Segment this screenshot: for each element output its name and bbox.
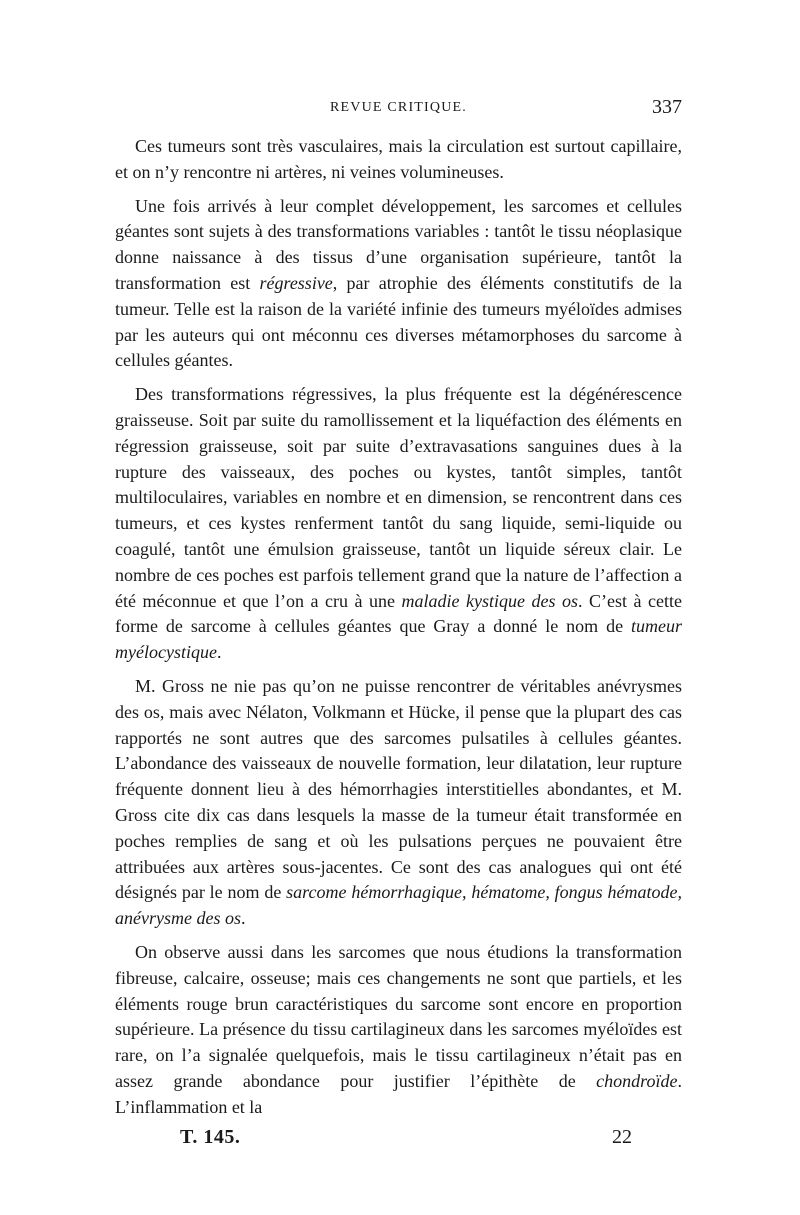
- text-run: Des transformations régressives, la plus fréquente est la dégénérescence graisseuse. Soit par suite du ramollissement et la liquéfaction des éléments en régression graisseuse, soit par suite d’extravasations sanguines dues à la rupture des vaisseaux, des poches ou kystes, tantôt simples, tantôt multiloculaires, variables en nombre et en dimension, se rencontrent dans ces tumeurs, et ces kystes renferment tantôt du sang liquide, semi-liquide ou coagulé, tantôt une émulsion graisseuse, tantôt un liquide séreux clair. Le nombre de ces poches est parfois tellement grand que la nature de l’affection a été méconnue et que l’on a cru à une: [115, 384, 682, 611]
- paragraph: [115, 674, 682, 932]
- text-run: M. Gross ne nie pas qu’on ne puisse rencontrer de véritables anévrysmes des os, mais avec Nélaton, Volkmann et Hücke, il pense que la plupart des cas rapportés ne sont autres que des sarcomes pulsatiles à cellules géantes. L’abondance des vaisseaux de nouvelle formation, leur dilatation, leur rupture fréquente donnent lieu à des hémorrhagies interstitielles abondantes, et M. Gross cite dix cas dans lesquels la masse de la tumeur était transformée en poches remplies de sang et où les pulsations perçues ne pouvaient être attribuées aux artères sous-jacentes. Ce sont des cas analogues qui ont été désignés par le nom de: [115, 675, 682, 903]
- paragraph: [115, 134, 682, 186]
- text-run: .: [216, 642, 222, 663]
- italic-term: sarcome hémorrhagique, hématome, fongus hématode, anévrysme des os: [115, 882, 682, 929]
- text-run: , par atrophie des éléments constitutifs de la tumeur. Telle est la raison de la variété infinie des tumeurs myéloïdes admises par les auteurs qui ont méconnu ces diverses métamorphoses du sarcome à cellules géantes.: [115, 272, 683, 371]
- italic-term: chondroïde: [596, 1070, 678, 1091]
- text-run: . C’est à cette forme de sarcome à cellules géantes que Gray a donné le nom de: [115, 590, 683, 637]
- signature-mark: T. 145.: [180, 1126, 241, 1148]
- text-run: . L’inflammation et la: [115, 1070, 682, 1117]
- text-run: Une fois arrivés à leur complet développement, les sarcomes et cellules géantes sont sujets à des transformations variables : tantôt le tissu néoplasique donne naissance à des tissus d’une organisation supérieure, tantôt la transformation est: [115, 195, 682, 293]
- text-run: On observe aussi dans les sarcomes que nous étudions la transformation fibreuse, calcaire, osseuse; mais ces changements ne sont que partiels, et les éléments rouge brun caractéristiques du sarcome sont encore en proportion supérieure. La présence du tissu cartilagineux dans les sarcomes myéloïdes est rare, on l’a signalée quelquefois, mais le tissu cartilagineux n’était pas en assez grande abondance pour justifier l’épithète de: [115, 941, 682, 1091]
- text-run: Ces tumeurs sont très vasculaires, mais la circulation est surtout capillaire, et on n’y rencontre ni artères, ni veines volumineuses.: [115, 136, 682, 182]
- signature-number: 22: [612, 1126, 632, 1148]
- paragraph: [115, 940, 682, 1121]
- text-run: .: [240, 908, 246, 929]
- running-title: REVUE CRITIQUE.: [330, 100, 467, 115]
- italic-term: maladie kystique des os: [401, 590, 579, 611]
- paragraph: [115, 194, 682, 375]
- page-number: 337: [652, 96, 682, 118]
- paragraph: [115, 382, 682, 666]
- body-text: [115, 134, 682, 1120]
- italic-term: régressive: [259, 272, 333, 293]
- running-head: [115, 96, 682, 120]
- italic-term: tumeur myélocystique: [115, 616, 682, 663]
